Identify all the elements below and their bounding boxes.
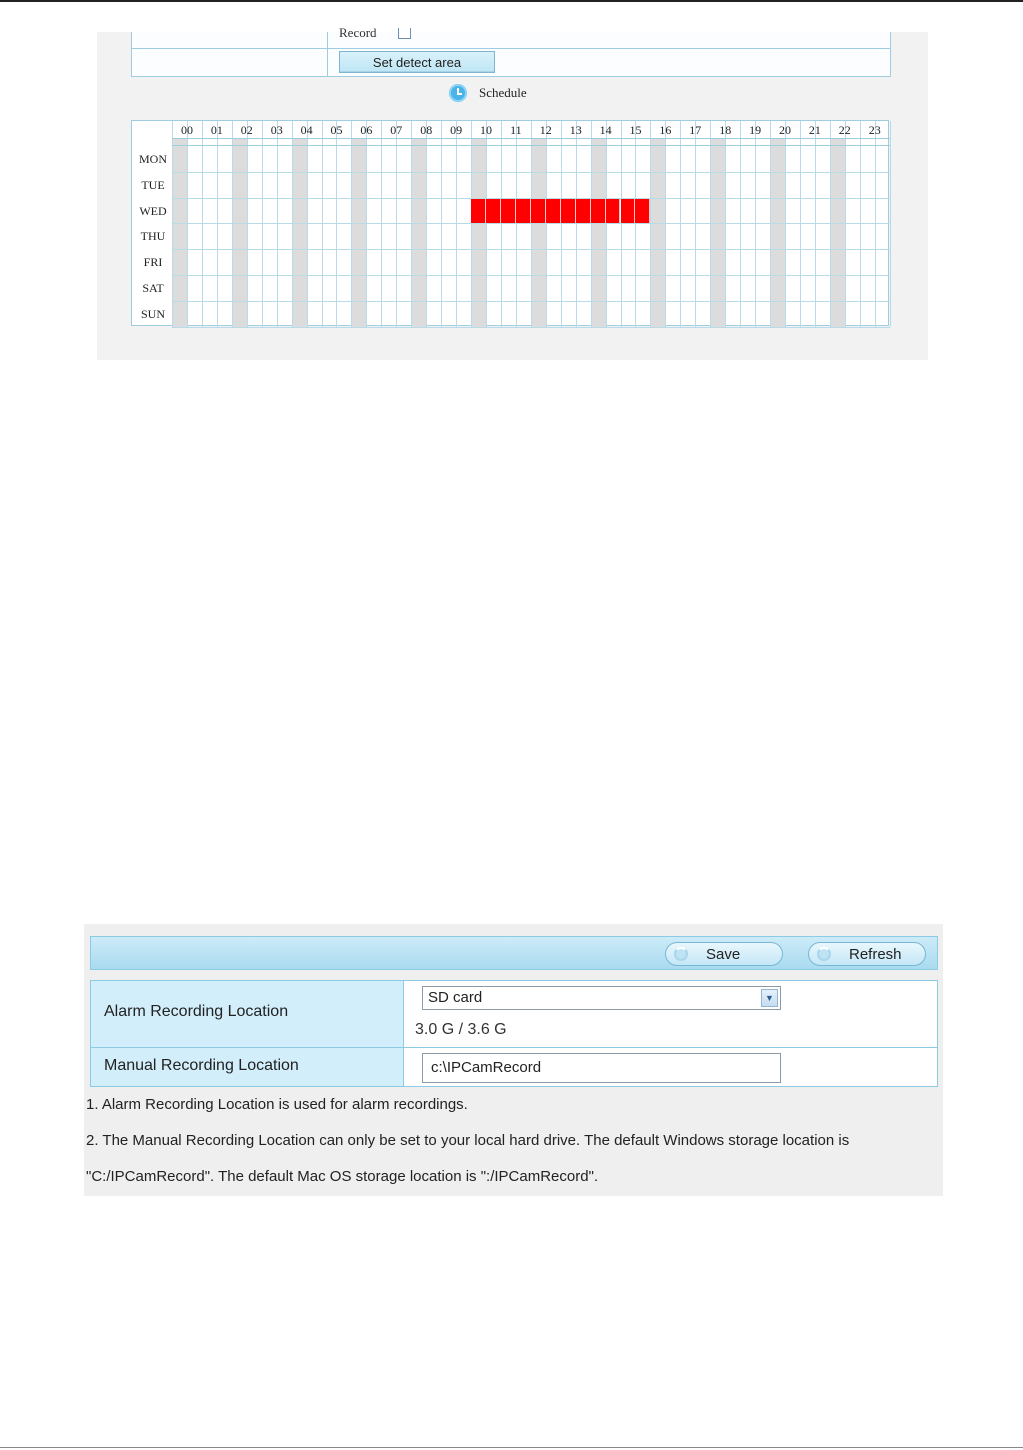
- alarm-location-select[interactable]: [422, 986, 781, 1010]
- schedule-cell-selected[interactable]: [635, 199, 650, 223]
- refresh-button-label: Refresh: [849, 945, 902, 963]
- schedule-cell-selected[interactable]: [501, 199, 516, 223]
- hour-label: 23: [868, 123, 881, 137]
- day-label: SAT: [142, 281, 164, 295]
- hour-label: 21: [808, 123, 821, 137]
- day-label: TUE: [141, 177, 165, 192]
- page-top-rule: [0, 0, 1023, 2]
- hour-shade: [591, 138, 606, 327]
- hour-shade: [292, 138, 307, 327]
- hour-label: 20: [779, 123, 791, 137]
- hour-shade: [770, 138, 785, 327]
- schedule-panel: [97, 25, 928, 360]
- record-label: Record: [339, 25, 377, 40]
- hour-label: 06: [360, 123, 373, 137]
- hour-shade: [411, 138, 426, 327]
- note-line-3: "C:/IPCamRecord". The default Mac OS storage location is ":/IPCamRecord".: [86, 1168, 599, 1185]
- set-detect-area-button[interactable]: Set detect area: [339, 51, 495, 73]
- recording-location-panel: [84, 924, 943, 1196]
- hour-shade: [471, 138, 486, 327]
- hour-label: 05: [330, 123, 343, 137]
- hour-label: 09: [450, 123, 463, 137]
- hour-label: 02: [240, 123, 253, 137]
- schedule-cell-selected[interactable]: [471, 199, 486, 223]
- schedule-header: [449, 84, 527, 102]
- alarm-location-label: Alarm Recording Location: [104, 1003, 289, 1020]
- day-label: SUN: [140, 306, 165, 321]
- schedule-cell-selected[interactable]: [546, 199, 561, 223]
- hour-shade: [650, 138, 665, 327]
- detection-form: [131, 25, 891, 77]
- refresh-button[interactable]: [808, 942, 926, 966]
- schedule-cell-selected[interactable]: [576, 199, 591, 223]
- hour-label: 18: [719, 123, 732, 137]
- hour-label: 12: [539, 123, 552, 137]
- schedule-cell-selected[interactable]: [621, 199, 636, 223]
- hour-shade: [830, 138, 845, 327]
- schedule-cell-selected[interactable]: [486, 199, 501, 223]
- refresh-circle-icon: [674, 947, 688, 961]
- hour-label: 14: [599, 123, 612, 137]
- hour-label: 01: [210, 123, 223, 137]
- hour-label: 10: [480, 123, 492, 137]
- manual-location-input[interactable]: c:\IPCamRecord: [422, 1053, 781, 1083]
- hour-shade: [232, 138, 247, 327]
- day-label: WED: [139, 203, 167, 218]
- hour-label: 03: [270, 123, 283, 137]
- hour-label: 19: [749, 123, 762, 137]
- hour-label: 08: [420, 123, 433, 137]
- schedule-cell-selected[interactable]: [531, 199, 546, 223]
- toolbar: [90, 936, 938, 970]
- hour-label: 04: [300, 123, 313, 137]
- hour-label: 13: [569, 123, 582, 137]
- storage-capacity: 3.0 G / 3.6 G: [415, 1021, 507, 1038]
- schedule-label: Schedule: [479, 85, 527, 100]
- refresh-circle-icon: [817, 947, 831, 961]
- hour-shade: [172, 138, 187, 327]
- note-line-1: 1. Alarm Recording Location is used for alarm recordings.: [86, 1096, 468, 1113]
- schedule-cell-selected[interactable]: [561, 199, 576, 223]
- location-table: [90, 980, 938, 1087]
- schedule-cell-selected[interactable]: [516, 199, 531, 223]
- save-button-label: Save: [706, 945, 741, 963]
- day-label: FRI: [143, 255, 163, 270]
- page-bottom-rule: [0, 1447, 1023, 1448]
- hour-label: 17: [689, 123, 702, 137]
- day-label: THU: [140, 229, 166, 244]
- manual-location-label: Manual Recording Location: [104, 1057, 299, 1074]
- clock-icon: [449, 84, 467, 102]
- chevron-down-icon[interactable]: ▼: [761, 989, 778, 1007]
- hour-label: 07: [390, 123, 403, 137]
- hour-shade: [710, 138, 725, 327]
- hour-label: 00: [181, 123, 193, 137]
- hour-shade: [351, 138, 366, 327]
- hour-label: 11: [510, 123, 522, 137]
- day-label: MON: [138, 152, 167, 166]
- schedule-cell-selected[interactable]: [606, 199, 621, 223]
- hour-label: 22: [838, 123, 851, 137]
- save-button[interactable]: [665, 942, 783, 966]
- hour-shade: [531, 138, 546, 327]
- note-line-2: 2. The Manual Recording Location can only be set to your local hard drive. The default Windows storage location is: [86, 1132, 850, 1149]
- hour-label: 15: [629, 123, 642, 137]
- schedule-cell-selected[interactable]: [591, 199, 606, 223]
- schedule-grid[interactable]: [131, 120, 889, 326]
- alarm-location-value: SD card: [428, 989, 483, 1006]
- record-checkbox[interactable]: [398, 28, 411, 39]
- hour-label: 16: [659, 123, 672, 137]
